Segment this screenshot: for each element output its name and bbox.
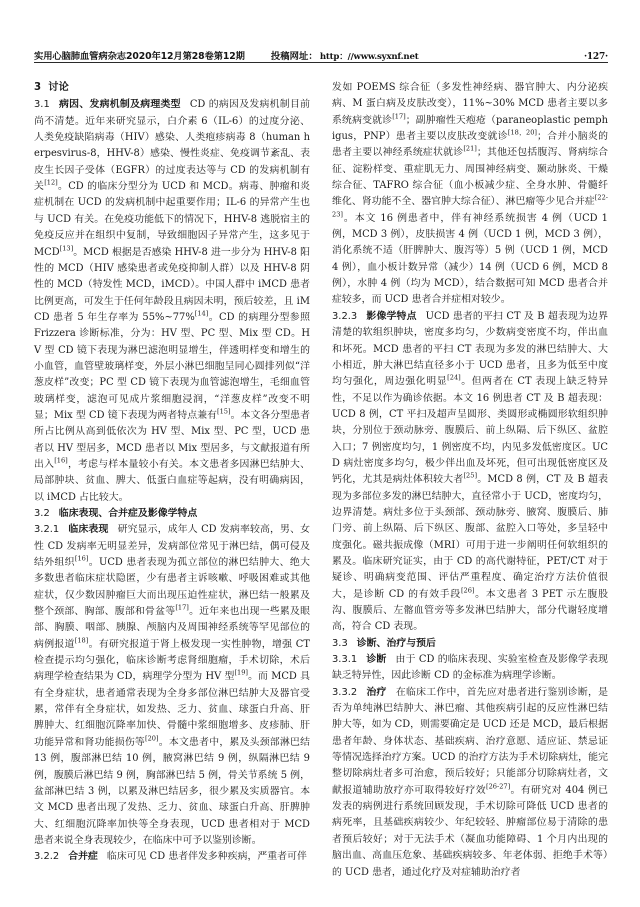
paragraph-3-2-2-text: 临床可见 CD 患者伴发多种疾病，严重者可伴 — [106, 851, 307, 863]
subsection-title-3-2-1: 临床表现 — [68, 524, 109, 536]
subsection-number-3-1: 3.1 — [34, 99, 50, 111]
reference-marker: [13] — [59, 244, 74, 253]
paragraph-3-2 — [34, 506, 310, 522]
running-head-left — [34, 48, 419, 62]
section-title: 讨论 — [48, 82, 70, 93]
subsection-title-3-1: 病因、发病机制及病理类型 — [58, 99, 181, 111]
subsection-number-3-3: 3.3 — [332, 637, 348, 649]
paragraph-3-1-text: CD 的病因及发病机制目前尚不清楚。近年来研究显示，白介素 6（IL-6）的过度分泌、人类免疫缺陷病毒（HIV）感染、人类疱疹病毒 8（human herpesvirus-8，HHV-8）感染、慢性炎症、免疫调节紊乱、表皮生长因子受体（EGFR）的过度表达等与 CD 的发病机制有关[12]。CD 的临床分型分为 UCD 和 MCD。病毒、肿瘤和炎症机制在 UCD 的发病机制中起重要作用；IL-6 的异常产生也与 UCD 有关。在免疫功能低下的情况下，HHV-8 逃脱宿主的免疫反应并在组织中复制，导致细胞因子异常产生，这多见于 MCD[13]。MCD 根据是否感染 HHV-8 进一步分为 HHV-8 阳性的 MCD（HIV 感染患者或免疫抑制人群）以及 HHV-8 阴性的 MCD（特发性 MCD，iMCD）。中国人群中 iMCD 患者比例更高，可发生于任何年龄段且病因未明，预后较差，且 iMCD 患者 5 年生存率为 55%~77%[14]。CD 的病理分型参照 Frizzera 诊断标准，分为：HV 型、PC 型、Mix 型 CD。HV 型 CD 镜下表现为淋巴滤泡明显增生，伴透明样变和增生的小血管，血管壁玻璃样变，外层小淋巴细胞呈同心圆排列似“洋葱皮样”改变；PC 型 CD 镜下表现为血管滤泡增生，毛细血管玻璃样变，滤泡可见成片浆细胞浸润，“洋葱皮样”改变不明显；Mix 型 CD 镜下表现为两者特点兼有[15]。本文各分型患者所占比例从高到低依次为 HV 型、Mix 型、PC 型，UCD 患者以 HV 型居多，MCD 患者以 Mix 型居多，与文献报道有所出入[16]，考虑与样本量较小有关。本文患者多因淋巴结肿大、局部肿块、贫血、脾大、低蛋白血症等起病，没有明确病因，以 iMCD 占比较大。 — [34, 99, 311, 503]
paragraph-3-3 — [332, 636, 608, 652]
subsection-title-3-2-3: 影像学特点 — [366, 310, 417, 322]
subsection-title-3-3: 诊断、治疗与预后 — [356, 637, 436, 649]
reference-marker: [15] — [217, 407, 231, 416]
reference-marker: [12] — [44, 178, 58, 187]
subsection-number-3-2: 3.2 — [34, 508, 50, 519]
paragraph-3-2-3 — [332, 309, 608, 636]
reference-marker: [20] — [145, 734, 159, 743]
subsection-title-3-3-1: 诊断 — [366, 654, 387, 666]
subsection-title-3-2: 临床表现、合并症及影像学特点 — [58, 508, 198, 519]
section-heading-discussion — [34, 80, 310, 96]
reference-marker: [16] — [74, 554, 89, 563]
paragraph-3-3-1 — [332, 652, 608, 685]
reference-marker: [18] — [74, 636, 89, 645]
page-number: ·127· — [583, 52, 608, 62]
reference-marker: [24] — [447, 373, 461, 382]
paragraph-3-2-2-continued — [332, 80, 608, 309]
reference-marker: [17] — [175, 603, 189, 612]
reference-marker: [26-27] — [486, 782, 511, 791]
section-number: 3 — [34, 82, 42, 93]
paragraph-3-2-2 — [34, 849, 310, 865]
reference-marker: [25] — [463, 471, 478, 480]
journal-citation-line: 实用心脑肺血管病杂志2020年12月第28卷第12期 — [34, 51, 245, 62]
paragraph-3-3-1-text: 由于 CD 的临床表现、实验室检查及影像学表现缺乏特异性，因此诊断 CD 的金标准为病理学诊断。 — [332, 654, 608, 682]
subsection-number-3-3-1: 3.3.1 — [332, 654, 358, 666]
running-head — [34, 46, 608, 62]
reference-marker: [18，20] — [507, 128, 537, 137]
subsection-number-3-2-2: 3.2.2 — [34, 851, 60, 863]
paragraph-3-3-2-text: 在临床工作中，首先应对患者进行鉴别诊断，是否为单纯淋巴结肿大、淋巴瘤、其他疾病引起的反应性淋巴结肿大等，如为 CD，则需要确定是 UCD 还是 MCD，最后根据患者年龄、身体状态、基础疾病、治疗意愿、适应证、禁忌证等情况选择治疗方案。UCD 的治疗方法为手术切除病灶，能完整切除病灶者多可治愈，预后较好；只能部分切除病灶者，文献报道辅助放疗亦可取得较好疗效[26-27]。有研究对 404 例已发表的病例进行系统回顾发现，手术切除可降低 UCD 患者的病死率，且基础疾病较少、年纪较轻、肿瘤部位易于清除的患者预后较好；对于无法手术（凝血功能障碍、1 个月内出现的脑出血、高血压危象、基础疾病较多、年老体弱、拒绝手术等）的 UCD 患者，通过化疗及对症辅助治疗者 — [332, 686, 608, 878]
right-column — [332, 80, 608, 887]
paragraph-3-3-2 — [332, 685, 608, 881]
subsection-number-3-2-1: 3.2.1 — [34, 524, 60, 536]
reference-marker: [16] — [54, 456, 68, 465]
reference-marker: [19] — [234, 669, 248, 678]
paragraph-3-2-3-text: UCD 患者的平扫 CT 及 B 超表现为边界清楚的软组织肿块，密度多均匀，少数病变密度不均，伴出血和坏死。MCD 患者的平扫 CT 表现为多发的淋巴结肿大、大小相近，肿大淋巴结直径多小于 UCD 患者，且多为低至中度均匀强化，周边强化明显[24]。但两者在 CT 表现上缺乏特异性，不足以作为确诊依据。本文 16 例患者 CT 及 B 超表现：UCD 8 例，CT 平扫及超声呈圆形、类圆形或椭圆形软组织肿块，分别位于颈动脉旁、腹膜后、前上纵隔、后下纵区、盆腔入口；7 例密度均匀，1 例密度不均，内见多发低密度区。UCD 病灶密度多均匀，极少伴出血及坏死，但可出现低密度区及钙化，尤其是病灶体积较大者[25]。MCD 8 例，CT 及 B 超表现为多部位多发的淋巴结肿大，直径常小于 UCD，密度均匀，边界清楚。病灶多位于头颈部、颈动脉旁、腋窝、腹膜后、肺门旁、前上纵隔、后下纵区、腹部、盆腔入口等处，多呈轻中度强化。磁共振成像（MRI）可用于进一步阐明任何软组织的累及。临床研究证实，由于 CD 的高代谢特征，PET/CT 对于疑诊、明确病变范围、评估严重程度、确定治疗方法价值很大，是诊断 CD 的有效手段[26]。本文患者 3 PET 示左腹股沟、腹膜后、左髂血管旁等多发淋巴结肿大，部分代谢轻度增高，符合 CD 表现。 — [332, 310, 609, 633]
left-column — [34, 80, 310, 887]
subsection-number-3-2-3: 3.2.3 — [332, 310, 358, 322]
subsection-number-3-3-2: 3.3.2 — [332, 686, 358, 698]
paragraph-3-1 — [34, 97, 310, 506]
reference-marker: [14] — [194, 309, 209, 318]
reference-marker: [22-23] — [332, 194, 608, 219]
journal-url: http：//www.syxnf.net — [319, 52, 419, 62]
reference-marker: [21] — [463, 145, 477, 154]
body-columns — [34, 80, 608, 887]
reference-marker: [26] — [460, 586, 475, 595]
subsection-title-3-2-2: 合并症 — [68, 851, 98, 863]
submission-label: 投稿网址： — [270, 51, 318, 62]
subsection-title-3-3-2: 治疗 — [366, 686, 387, 698]
reference-marker: [17] — [392, 112, 406, 121]
paragraph-3-2-2-continued-text: 发如 POEMS 综合征（多发性神经病、器官肿大、内分泌疾病、M 蛋白病及皮肤改变），11%~30% MCD 患者主要以多系统病变就诊[17]；副肿瘤性天疱疮（paraneoplastic pemphigus，PNP）患者主要以皮肤改变就诊[18，20]；合并小脑炎的患者主要以神经系统症状就诊[21]；其他还包括腹泻、肾病综合征、淀粉样变、重症肌无力、周围神经病变、颞动脉炎、干燥综合征、TAFRO 综合征（血小板减少症、全身水肿、骨髓纤维化、肾功能不全、器官肿大综合征）、淋巴瘤等少见合并症[22-23]。本文 16 例患者中，伴有神经系统损害 4 例（UCD 1 例，MCD 3 例），皮肤损害 4 例（UCD 1 例，MCD 3 例），消化系统不适（肝脾肿大、腹泻等）5 例（UCD 1 例，MCD 4 例），血小板计数异常（减少）14 例（UCD 6 例，MCD 8 例），水肿 4 例（均为 MCD），结合数据可知 MCD 患者合并症较多，而 UCD 患者合并症相对较少。 — [332, 82, 608, 306]
paragraph-3-2-1-text: 研究显示，成年人 CD 发病率较高，男、女性 CD 发病率无明显差异，发病部位常见于淋巴结，偶可侵及结外组织[16]。UCD 患者表现为孤立部位的淋巴结肿大、绝大多数患者临床症状隐匿，少有患者主诉咳嗽、呼吸困难或其他症状，仅少数因肿瘤巨大而出现压迫性症状，淋巴结一般累及整个颈部、胸部、腹部和骨盆等[17]。近年来也出现一些累及眼部、胸膜、咽部、胰腺、颅脑内及周围神经系统等罕见部位的病例报道[18]。有研究报道于肾上极发现一实性肿物，增强 CT 检查提示均匀强化，临床诊断考虑肾细胞瘤，手术切除，术后病理学检查结果为 CD，病理学分型为 HV 型[19]。而 MCD 具有全身症状，患者通常表现为全身多部位淋巴结肿大及器官受累，常伴有全身症状，如发热、乏力、贫血、球蛋白升高、肝脾肿大、红细胞沉降率加快、骨髓中浆细胞增多、皮疹肺、肝功能异常和肾功能损伤等[20]。本文患者中，累及头颈部淋巴结 13 例，腹部淋巴结 10 例，腋窝淋巴结 9 例，纵隔淋巴结 9 例，腹膜后淋巴结 9 例，胸部淋巴结 5 例，骨关节系统 5 例，盆部淋巴结 3 例，以累及淋巴结居多，很少累及实质器官。本文 MCD 患者出现了发热、乏力、贫血、球蛋白升高、肝脾肿大、红细胞沉降率加快等全身表现，UCD 患者相对于 MCD 患者来说全身表现较少，在临床中可予以鉴别诊断。 — [34, 524, 311, 846]
paragraph-3-2-1 — [34, 522, 310, 849]
running-head-rule — [34, 62, 608, 63]
